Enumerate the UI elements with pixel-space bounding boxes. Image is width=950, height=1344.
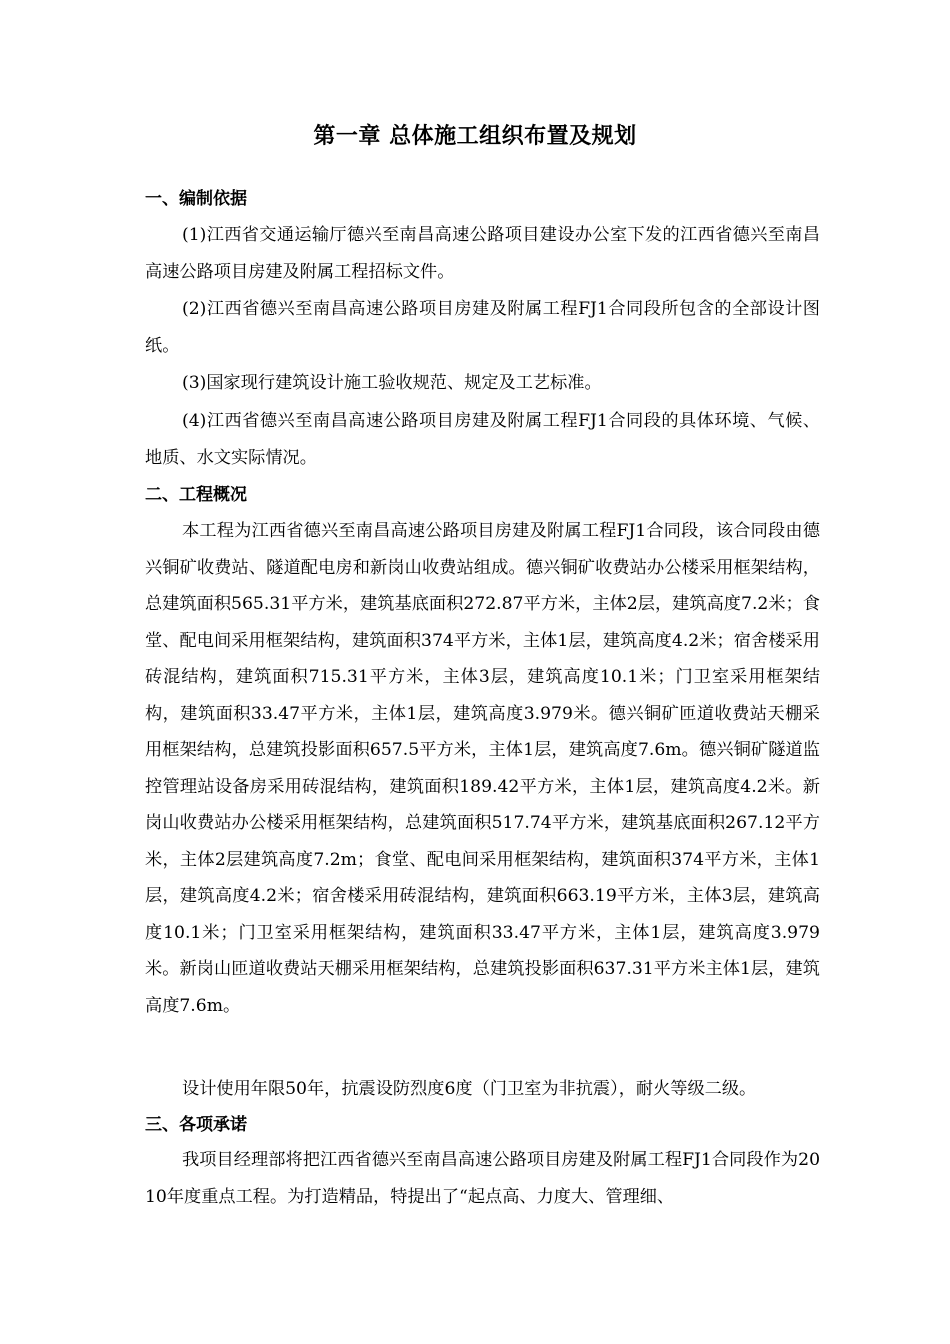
overview-paragraph-2: 设计使用年限50年，抗震设防烈度6度（门卫室为非抗震），耐火等级二级。 <box>182 1079 757 1099</box>
basis-paragraph-2: (2)江西省德兴至南昌高速公路项目房建及附属工程FJ1合同段所包含的全部设计图纸。 <box>145 299 820 356</box>
commitments-paragraph-1: 我项目经理部将把江西省德兴至南昌高速公路项目房建及附属工程FJ1合同段作为2010年度重点工程。为打造精品，特提出了“起点高、力度大、管理细、 <box>145 1150 820 1207</box>
basis-paragraph-1: (1)江西省交通运输厅德兴至南昌高速公路项目建设办公室下发的江西省德兴至南昌高速公路项目房建及附属工程招标文件。 <box>145 225 820 282</box>
chapter-title: 第一章 总体施工组织布置及规划 <box>313 124 637 149</box>
overview-paragraph-1: 本工程为江西省德兴至南昌高速公路项目房建及附属工程FJ1合同段，该合同段由德兴铜矿收费站、隧道配电房和新岗山收费站组成。德兴铜矿收费站办公楼采用框架结构，总建筑面积565.31平方米，建筑基底面积272.87平方米，主体2层，建筑高度7.2米；食堂、配电间采用框架结构，建筑面积374平方米，主体1层，建筑高度4.2米；宿舍楼采用砖混结构，建筑面积715.31平方米，主体3层，建筑高度10.1米；门卫室采用框架结构，建筑面积33.47平方米，主体1层，建筑高度3.979米。德兴铜矿匝道收费站天棚采用框架结构，总建筑投影面积657.5平方米，主体1层，建筑高度7.6m。德兴铜矿隧道监控管理站设备房采用砖混结构，建筑面积189.42平方米，主体1层，建筑高度4.2米。新岗山收费站办公楼采用框架结构，总建筑面积517.74平方米，建筑基底面积267.12平方米，主体2层建筑高度7.2m；食堂、配电间采用框架结构，建筑面积374平方米，主体1层，建筑高度4.2米；宿舍楼采用砖混结构，建筑面积663.19平方米，主体3层，建筑高度10.1米；门卫室采用框架结构，建筑面积33.47平方米，主体1层，建筑高度3.979米。新岗山匝道收费站天棚采用框架结构，总建筑投影面积637.31平方米主体1层，建筑高度7.6m。 <box>145 521 820 1016</box>
section-heading-basis: 一、编制依据 <box>145 189 247 209</box>
basis-paragraph-3: (3)国家现行建筑设计施工验收规范、规定及工艺标准。 <box>182 373 602 393</box>
section-heading-commitments: 三、各项承诺 <box>145 1115 247 1135</box>
section-heading-overview: 二、工程概况 <box>145 485 247 505</box>
basis-paragraph-4: (4)江西省德兴至南昌高速公路项目房建及附属工程FJ1合同段的具体环境、气候、地质、水文实际情况。 <box>145 411 820 468</box>
